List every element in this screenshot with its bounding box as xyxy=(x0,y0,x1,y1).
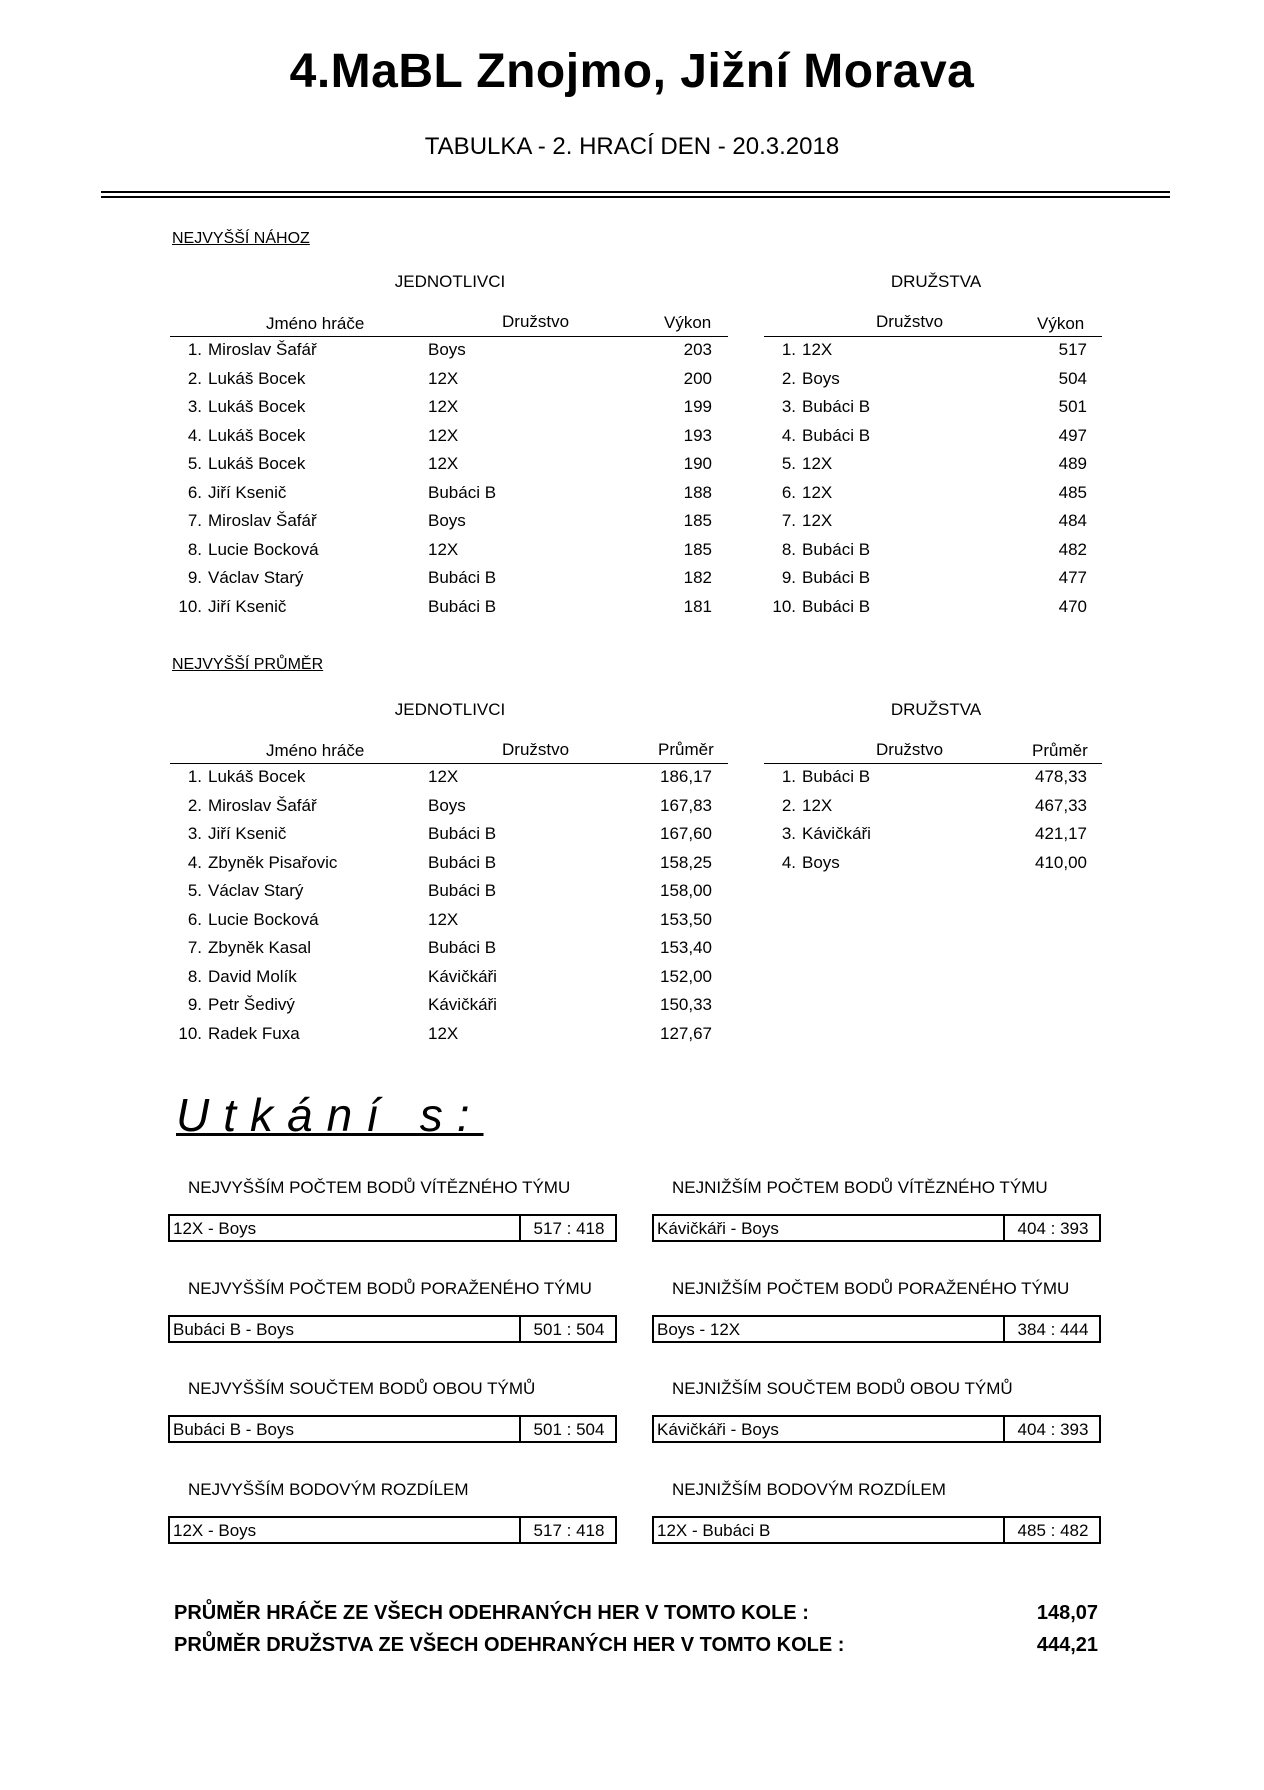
team-cell: Bubáci B xyxy=(428,482,497,502)
match-teams: Kávičkáři - Boys xyxy=(657,1219,779,1238)
table-row xyxy=(0,767,1110,795)
value-cell: 167,83 xyxy=(660,795,712,815)
team-cell: 12X xyxy=(428,397,459,417)
rank-cell: 1. xyxy=(781,340,796,359)
team-cell: 12X xyxy=(428,454,459,474)
rank-cell: 9. xyxy=(187,568,202,588)
team-cell: 12X xyxy=(428,767,459,786)
team-cell: 12X xyxy=(802,340,833,359)
value-cell: 482 xyxy=(1058,539,1087,559)
match-score: 404 : 393 xyxy=(1003,1216,1101,1240)
value-cell: 410,00 xyxy=(1035,852,1087,872)
rank-cell: 2. xyxy=(187,368,202,388)
nahoz-individual-header-line xyxy=(170,336,728,337)
rank-cell: 4. xyxy=(187,425,202,445)
table-row xyxy=(0,597,1110,625)
rank-cell: 3. xyxy=(781,397,796,417)
rank-cell: 9. xyxy=(781,568,796,588)
rank-cell: 6. xyxy=(187,909,202,929)
table-row xyxy=(0,824,1110,852)
team-cell: Bubáci B xyxy=(802,568,871,588)
rank-cell: 2. xyxy=(781,368,796,388)
player-name-cell: Lukáš Bocek xyxy=(208,397,306,417)
team-cell: Bubáci B xyxy=(428,881,497,901)
table-row xyxy=(0,995,740,1023)
rank-cell: 8. xyxy=(781,539,796,559)
value-cell: 158,25 xyxy=(660,852,712,872)
rank-cell: 10. xyxy=(178,1023,202,1043)
player-name-cell: Václav Starý xyxy=(208,881,304,901)
value-cell: 199 xyxy=(683,397,712,417)
team-cell: 12X xyxy=(428,1023,459,1043)
rank-cell: 5. xyxy=(187,881,202,901)
team-cell: 12X xyxy=(802,482,833,502)
prumer-col-team: Družstvo xyxy=(502,740,570,759)
team-cell: 12X xyxy=(428,539,459,559)
value-cell: 127,67 xyxy=(660,1023,712,1043)
matches-heading: Utkání s: xyxy=(176,1089,484,1141)
player-name-cell: Miroslav Šafář xyxy=(208,340,317,359)
value-cell: 489 xyxy=(1058,454,1087,474)
team-cell: Bubáci B xyxy=(802,767,871,786)
match-teams: Bubáci B - Boys xyxy=(173,1420,294,1439)
match-category-label: NEJNIŽŠÍM BODOVÝM ROZDÍLEM xyxy=(672,1479,946,1499)
nahoz-individual-group-label: JEDNOTLIVCI xyxy=(394,272,506,291)
table-row xyxy=(0,796,1110,824)
match-teams: 12X - Boys xyxy=(173,1520,257,1540)
nahoz-col-value: Výkon xyxy=(664,313,712,332)
rank-cell: 2. xyxy=(781,795,796,815)
player-name-cell: Lucie Bocková xyxy=(208,909,319,929)
rank-cell: 5. xyxy=(781,454,796,474)
value-cell: 190 xyxy=(683,454,712,474)
rank-cell: 3. xyxy=(187,397,202,417)
section-title-prumer: NEJVYŠŠÍ PRŮMĚR xyxy=(172,656,324,673)
team-average-label: PRŮMĚR DRUŽSTVA ZE VŠECH ODEHRANÝCH HER V TOMTO KOLE : xyxy=(174,1634,845,1656)
match-teams: Bubáci B - Boys xyxy=(173,1319,294,1339)
value-cell: 181 xyxy=(683,596,712,616)
table-row xyxy=(0,483,1110,511)
value-cell: 182 xyxy=(683,568,712,588)
rank-cell: 6. xyxy=(781,482,796,502)
player-name-cell: Jiří Ksenič xyxy=(208,596,287,616)
rank-cell: 4. xyxy=(187,852,202,872)
rank-cell: 2. xyxy=(187,795,202,815)
team-cell: Bubáci B xyxy=(802,596,871,616)
match-category-label: NEJNIŽŠÍM SOUČTEM BODŮ OBOU TÝMŮ xyxy=(672,1379,1013,1398)
nahoz-teams-col-value: Výkon xyxy=(1037,314,1085,333)
value-cell: 484 xyxy=(1058,511,1087,531)
match-category-label: NEJVYŠŠÍM POČTEM BODŮ VÍTĚZNÉHO TÝMU xyxy=(188,1178,571,1197)
team-cell: Bubáci B xyxy=(428,568,497,588)
team-cell: 12X xyxy=(428,909,459,929)
table-row xyxy=(0,881,740,909)
rank-cell: 4. xyxy=(781,852,796,872)
value-cell: 150,33 xyxy=(660,995,712,1015)
match-result-box xyxy=(168,1415,617,1443)
player-name-cell: Jiří Ksenič xyxy=(208,482,287,502)
rank-cell: 10. xyxy=(178,596,202,616)
rank-cell: 1. xyxy=(187,767,202,786)
match-teams: 12X - Boys xyxy=(173,1219,257,1238)
team-cell: Bubáci B xyxy=(428,852,497,872)
value-cell: 504 xyxy=(1058,368,1087,388)
match-score: 501 : 504 xyxy=(519,1317,617,1341)
table-row xyxy=(0,967,740,995)
prumer-teams-header-line xyxy=(764,763,1102,764)
table-row xyxy=(0,540,1110,568)
prumer-individual-header-line xyxy=(170,763,728,764)
player-name-cell: Miroslav Šafář xyxy=(208,511,317,531)
value-cell: 477 xyxy=(1058,568,1087,588)
table-row xyxy=(0,397,1110,425)
prumer-teams-col-value: Průměr xyxy=(1032,741,1088,760)
team-cell: Boys xyxy=(428,511,466,531)
team-cell: Kávičkáři xyxy=(428,995,497,1015)
team-cell: Boys xyxy=(802,852,840,872)
table-row xyxy=(0,426,1110,454)
table-row xyxy=(0,1024,740,1052)
prumer-col-value: Průměr xyxy=(658,740,714,759)
prumer-col-name: Jméno hráče xyxy=(266,741,365,760)
rank-cell: 8. xyxy=(187,539,202,559)
rank-cell: 4. xyxy=(781,425,796,445)
team-cell: Bubáci B xyxy=(428,824,497,844)
value-cell: 467,33 xyxy=(1035,795,1087,815)
player-name-cell: Lukáš Bocek xyxy=(208,425,306,445)
value-cell: 193 xyxy=(683,425,712,445)
team-cell: 12X xyxy=(428,425,459,445)
prumer-teams-col-team: Družstvo xyxy=(876,740,944,759)
value-cell: 186,17 xyxy=(660,767,712,786)
team-cell: Boys xyxy=(428,795,466,815)
table-row xyxy=(0,568,1110,596)
table-row xyxy=(0,938,740,966)
rank-cell: 7. xyxy=(781,511,796,531)
prumer-teams-group-label: DRUŽSTVA xyxy=(890,700,982,719)
match-result-box xyxy=(652,1415,1101,1443)
rank-cell: 5. xyxy=(187,454,202,474)
rank-cell: 3. xyxy=(187,824,202,844)
value-cell: 501 xyxy=(1058,397,1087,417)
player-name-cell: Václav Starý xyxy=(208,568,304,588)
team-cell: Bubáci B xyxy=(802,539,871,559)
team-average-value: 444,21 xyxy=(1036,1634,1098,1656)
rank-cell: 9. xyxy=(187,995,202,1015)
team-cell: Bubáci B xyxy=(428,938,497,958)
team-cell: 12X xyxy=(802,795,833,815)
value-cell: 152,00 xyxy=(660,966,712,986)
value-cell: 185 xyxy=(683,511,712,531)
team-cell: Boys xyxy=(802,368,840,388)
team-cell: 12X xyxy=(428,368,459,388)
table-row xyxy=(0,340,1110,368)
match-result-box xyxy=(652,1315,1101,1343)
player-name-cell: Jiří Ksenič xyxy=(208,824,287,844)
table-row xyxy=(0,511,1110,539)
match-result-box xyxy=(168,1516,617,1544)
value-cell: 153,40 xyxy=(660,938,712,958)
table-row xyxy=(0,853,1110,881)
match-result-box xyxy=(168,1315,617,1343)
nahoz-col-name: Jméno hráče xyxy=(266,314,365,333)
match-teams: 12X - Bubáci B xyxy=(657,1520,771,1540)
player-average-value: 148,07 xyxy=(1036,1602,1098,1624)
match-category-label: NEJNIŽŠÍM POČTEM BODŮ PORAŽENÉHO TÝMU xyxy=(672,1278,1070,1298)
value-cell: 497 xyxy=(1058,425,1087,445)
match-result-box xyxy=(168,1214,617,1242)
table-row xyxy=(0,369,1110,397)
match-score: 384 : 444 xyxy=(1003,1317,1101,1341)
team-cell: Kávičkáři xyxy=(802,824,871,844)
value-cell: 167,60 xyxy=(660,824,712,844)
player-name-cell: Miroslav Šafář xyxy=(208,795,317,815)
value-cell: 485 xyxy=(1058,482,1087,502)
value-cell: 203 xyxy=(683,340,712,359)
player-name-cell: Lukáš Bocek xyxy=(208,368,306,388)
rank-cell: 1. xyxy=(187,340,202,359)
rank-cell: 10. xyxy=(772,596,796,616)
match-teams: Kávičkáři - Boys xyxy=(657,1420,779,1439)
player-name-cell: Zbyněk Kasal xyxy=(208,938,311,958)
value-cell: 421,17 xyxy=(1035,824,1087,844)
player-name-cell: Lukáš Bocek xyxy=(208,454,306,474)
value-cell: 188 xyxy=(683,482,712,502)
section-title-nahoz: NEJVYŠŠÍ NÁHOZ xyxy=(172,230,310,247)
team-cell: 12X xyxy=(802,454,833,474)
table-row xyxy=(0,910,740,938)
rank-cell: 7. xyxy=(187,938,202,958)
match-category-label: NEJNIŽŠÍM POČTEM BODŮ VÍTĚZNÉHO TÝMU xyxy=(672,1178,1048,1197)
nahoz-teams-col-team: Družstvo xyxy=(876,312,944,331)
team-cell: Bubáci B xyxy=(802,425,871,445)
match-score: 517 : 418 xyxy=(519,1216,617,1240)
player-name-cell: Petr Šedivý xyxy=(208,995,295,1015)
rank-cell: 8. xyxy=(187,966,202,986)
team-cell: Boys xyxy=(428,340,466,359)
match-category-label: NEJVYŠŠÍM POČTEM BODŮ PORAŽENÉHO TÝMU xyxy=(188,1278,592,1298)
rank-cell: 1. xyxy=(781,767,796,786)
player-name-cell: Lukáš Bocek xyxy=(208,767,306,786)
nahoz-col-team: Družstvo xyxy=(502,312,570,331)
match-score: 485 : 482 xyxy=(1003,1518,1101,1542)
player-name-cell: Radek Fuxa xyxy=(208,1023,300,1043)
team-cell: 12X xyxy=(802,511,833,531)
value-cell: 185 xyxy=(683,539,712,559)
player-name-cell: Zbyněk Pisařovic xyxy=(208,852,338,872)
value-cell: 517 xyxy=(1058,340,1087,359)
match-score: 404 : 393 xyxy=(1003,1417,1101,1441)
value-cell: 200 xyxy=(683,368,712,388)
header-divider-top xyxy=(101,191,1170,193)
match-result-box xyxy=(652,1214,1101,1242)
rank-cell: 7. xyxy=(187,511,202,531)
nahoz-teams-header-line xyxy=(764,336,1102,337)
rank-cell: 3. xyxy=(781,824,796,844)
page-subtitle: TABULKA - 2. HRACÍ DEN - 20.3.2018 xyxy=(424,133,840,160)
player-name-cell: Lucie Bocková xyxy=(208,539,319,559)
team-cell: Bubáci B xyxy=(428,596,497,616)
value-cell: 478,33 xyxy=(1035,767,1087,786)
match-result-box xyxy=(652,1516,1101,1544)
match-score: 517 : 418 xyxy=(519,1518,617,1542)
player-name-cell: David Molík xyxy=(208,966,297,986)
match-teams: Boys - 12X xyxy=(657,1319,741,1339)
value-cell: 470 xyxy=(1058,596,1087,616)
team-cell: Kávičkáři xyxy=(428,966,497,986)
match-score: 501 : 504 xyxy=(519,1417,617,1441)
header-divider-bottom xyxy=(101,196,1170,198)
nahoz-teams-group-label: DRUŽSTVA xyxy=(890,272,982,291)
value-cell: 153,50 xyxy=(660,909,712,929)
player-average-label: PRŮMĚR HRÁČE ZE VŠECH ODEHRANÝCH HER V TOMTO KOLE : xyxy=(174,1602,809,1624)
prumer-individual-group-label: JEDNOTLIVCI xyxy=(394,700,506,719)
rank-cell: 6. xyxy=(187,482,202,502)
team-cell: Bubáci B xyxy=(802,397,871,417)
table-row xyxy=(0,454,1110,482)
match-category-label: NEJVYŠŠÍM SOUČTEM BODŮ OBOU TÝMŮ xyxy=(188,1379,536,1398)
match-category-label: NEJVYŠŠÍM BODOVÝM ROZDÍLEM xyxy=(188,1479,469,1499)
page-title: 4.MaBL Znojmo, Jižní Morava xyxy=(289,45,975,98)
value-cell: 158,00 xyxy=(660,881,712,901)
